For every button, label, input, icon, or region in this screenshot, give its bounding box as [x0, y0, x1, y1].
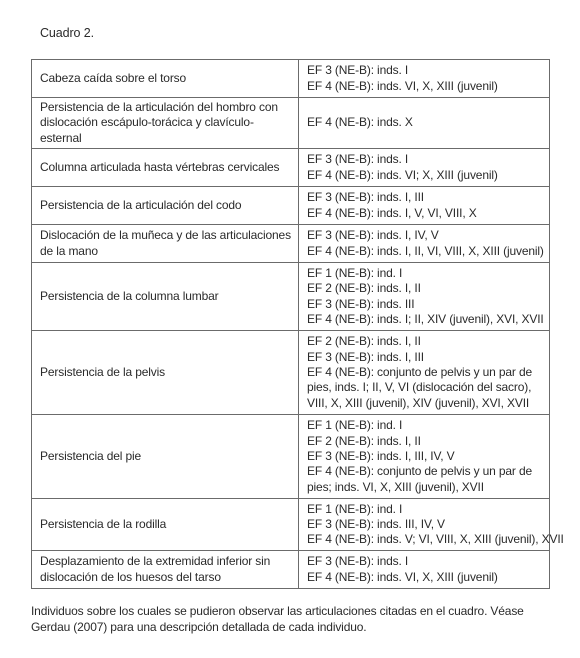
- individuals-line: EF 1 (NE-B): ind. I: [307, 501, 403, 516]
- table-body: [32, 60, 564, 589]
- individuals-line: EF 3 (NE-B): inds. I, III, IV, V: [307, 449, 455, 464]
- individuals-line: EF 3 (NE-B): inds. I: [307, 554, 409, 569]
- individuals-cell: [299, 60, 550, 98]
- individuals-line: EF 1 (NE-B): ind. I: [307, 265, 403, 280]
- individuals-line: EF 3 (NE-B): inds. I: [307, 152, 409, 167]
- individuals-line: EF 4 (NE-B): inds. VI, X, XIII (juvenil): [307, 569, 498, 584]
- articulation-label: Persistencia de la columna lumbar: [32, 263, 299, 331]
- individuals-cell: [299, 149, 550, 187]
- articulation-label: Desplazamiento de la extremidad inferior sin dislocación de los huesos del tarso: [32, 551, 299, 589]
- table-row: [32, 551, 550, 589]
- table-row: [32, 499, 550, 551]
- articulations-table: [31, 59, 564, 589]
- individuals-line: EF 2 (NE-B): inds. I, II: [307, 433, 421, 448]
- articulation-label: Persistencia de la pelvis: [32, 331, 299, 415]
- table-row: [32, 60, 550, 98]
- table-row: [32, 225, 550, 263]
- articulation-label: Persistencia del pie: [32, 415, 299, 499]
- individuals-cell: [299, 263, 550, 331]
- articulation-label: Persistencia de la rodilla: [32, 499, 299, 551]
- articulation-label: Columna articulada hasta vértebras cervicales: [32, 149, 299, 187]
- individuals-line: EF 4 (NE-B): inds. I; II, XIV (juvenil), XVI, XVII: [307, 312, 544, 327]
- table-row: [32, 415, 550, 499]
- individuals-cell: [299, 225, 550, 263]
- individuals-cell: [299, 551, 550, 589]
- individuals-cell: [299, 187, 550, 225]
- individuals-line: EF 3 (NE-B): inds. I, III: [307, 190, 424, 205]
- individuals-line: EF 4 (NE-B): conjunto de pelvis y un par de pies; inds. VI, X, XIII (juvenil), XVII: [307, 464, 532, 494]
- individuals-cell: [299, 331, 550, 415]
- individuals-line: EF 3 (NE-B): inds. I, III: [307, 349, 424, 364]
- individuals-cell: [299, 98, 550, 149]
- articulation-label: Cabeza caída sobre el torso: [32, 60, 299, 98]
- individuals-line: EF 1 (NE-B): ind. I: [307, 418, 403, 433]
- individuals-cell: [299, 415, 550, 499]
- table-footnote: Individuos sobre los cuales se pudieron observar las articulaciones citadas en el cuadro. Véase Gerdau (2007) para una descripción detallada de cada individuo.: [31, 604, 524, 634]
- table-caption: Cuadro 2.: [40, 26, 94, 40]
- articulation-label: Persistencia de la articulación del codo: [32, 187, 299, 225]
- table-row: [32, 331, 550, 415]
- table-row: [32, 149, 550, 187]
- table-row: [32, 98, 550, 149]
- individuals-line: EF 3 (NE-B): inds. III, IV, V: [307, 517, 445, 532]
- table-row: [32, 263, 550, 331]
- individuals-line: EF 4 (NE-B): inds. V; VI, VIII, X, XIII (juvenil), XVII: [307, 532, 564, 547]
- individuals-line: EF 2 (NE-B): inds. I, II: [307, 334, 421, 349]
- individuals-line: EF 4 (NE-B): inds. VI; X, XIII (juvenil): [307, 167, 498, 182]
- individuals-cell: [299, 499, 564, 551]
- articulation-label: Dislocación de la muñeca y de las articulaciones de la mano: [32, 225, 299, 263]
- individuals-line: EF 4 (NE-B): inds. I, V, VI, VIII, X: [307, 205, 477, 220]
- individuals-line: EF 4 (NE-B): inds. X: [307, 115, 413, 130]
- individuals-line: EF 3 (NE-B): inds. III: [307, 296, 415, 311]
- individuals-line: EF 3 (NE-B): inds. I, IV, V: [307, 228, 439, 243]
- individuals-line: EF 3 (NE-B): inds. I: [307, 63, 409, 78]
- individuals-line: EF 4 (NE-B): inds. VI, X, XIII (juvenil): [307, 78, 498, 93]
- articulation-label: Persistencia de la articulación del hombro con dislocación escápulo-torácica y clavículo-esternal: [32, 98, 299, 149]
- individuals-line: EF 2 (NE-B): inds. I, II: [307, 281, 421, 296]
- individuals-line: EF 4 (NE-B): inds. I, II, VI, VIII, X, XIII (juvenil): [307, 243, 544, 258]
- table-row: [32, 187, 550, 225]
- individuals-line: EF 4 (NE-B): conjunto de pelvis y un par de pies, inds. I; II, V, VI (dislocación del sacro), VIII, X, XIII (juvenil), XIV (juvenil), XVI, XVII: [307, 365, 532, 410]
